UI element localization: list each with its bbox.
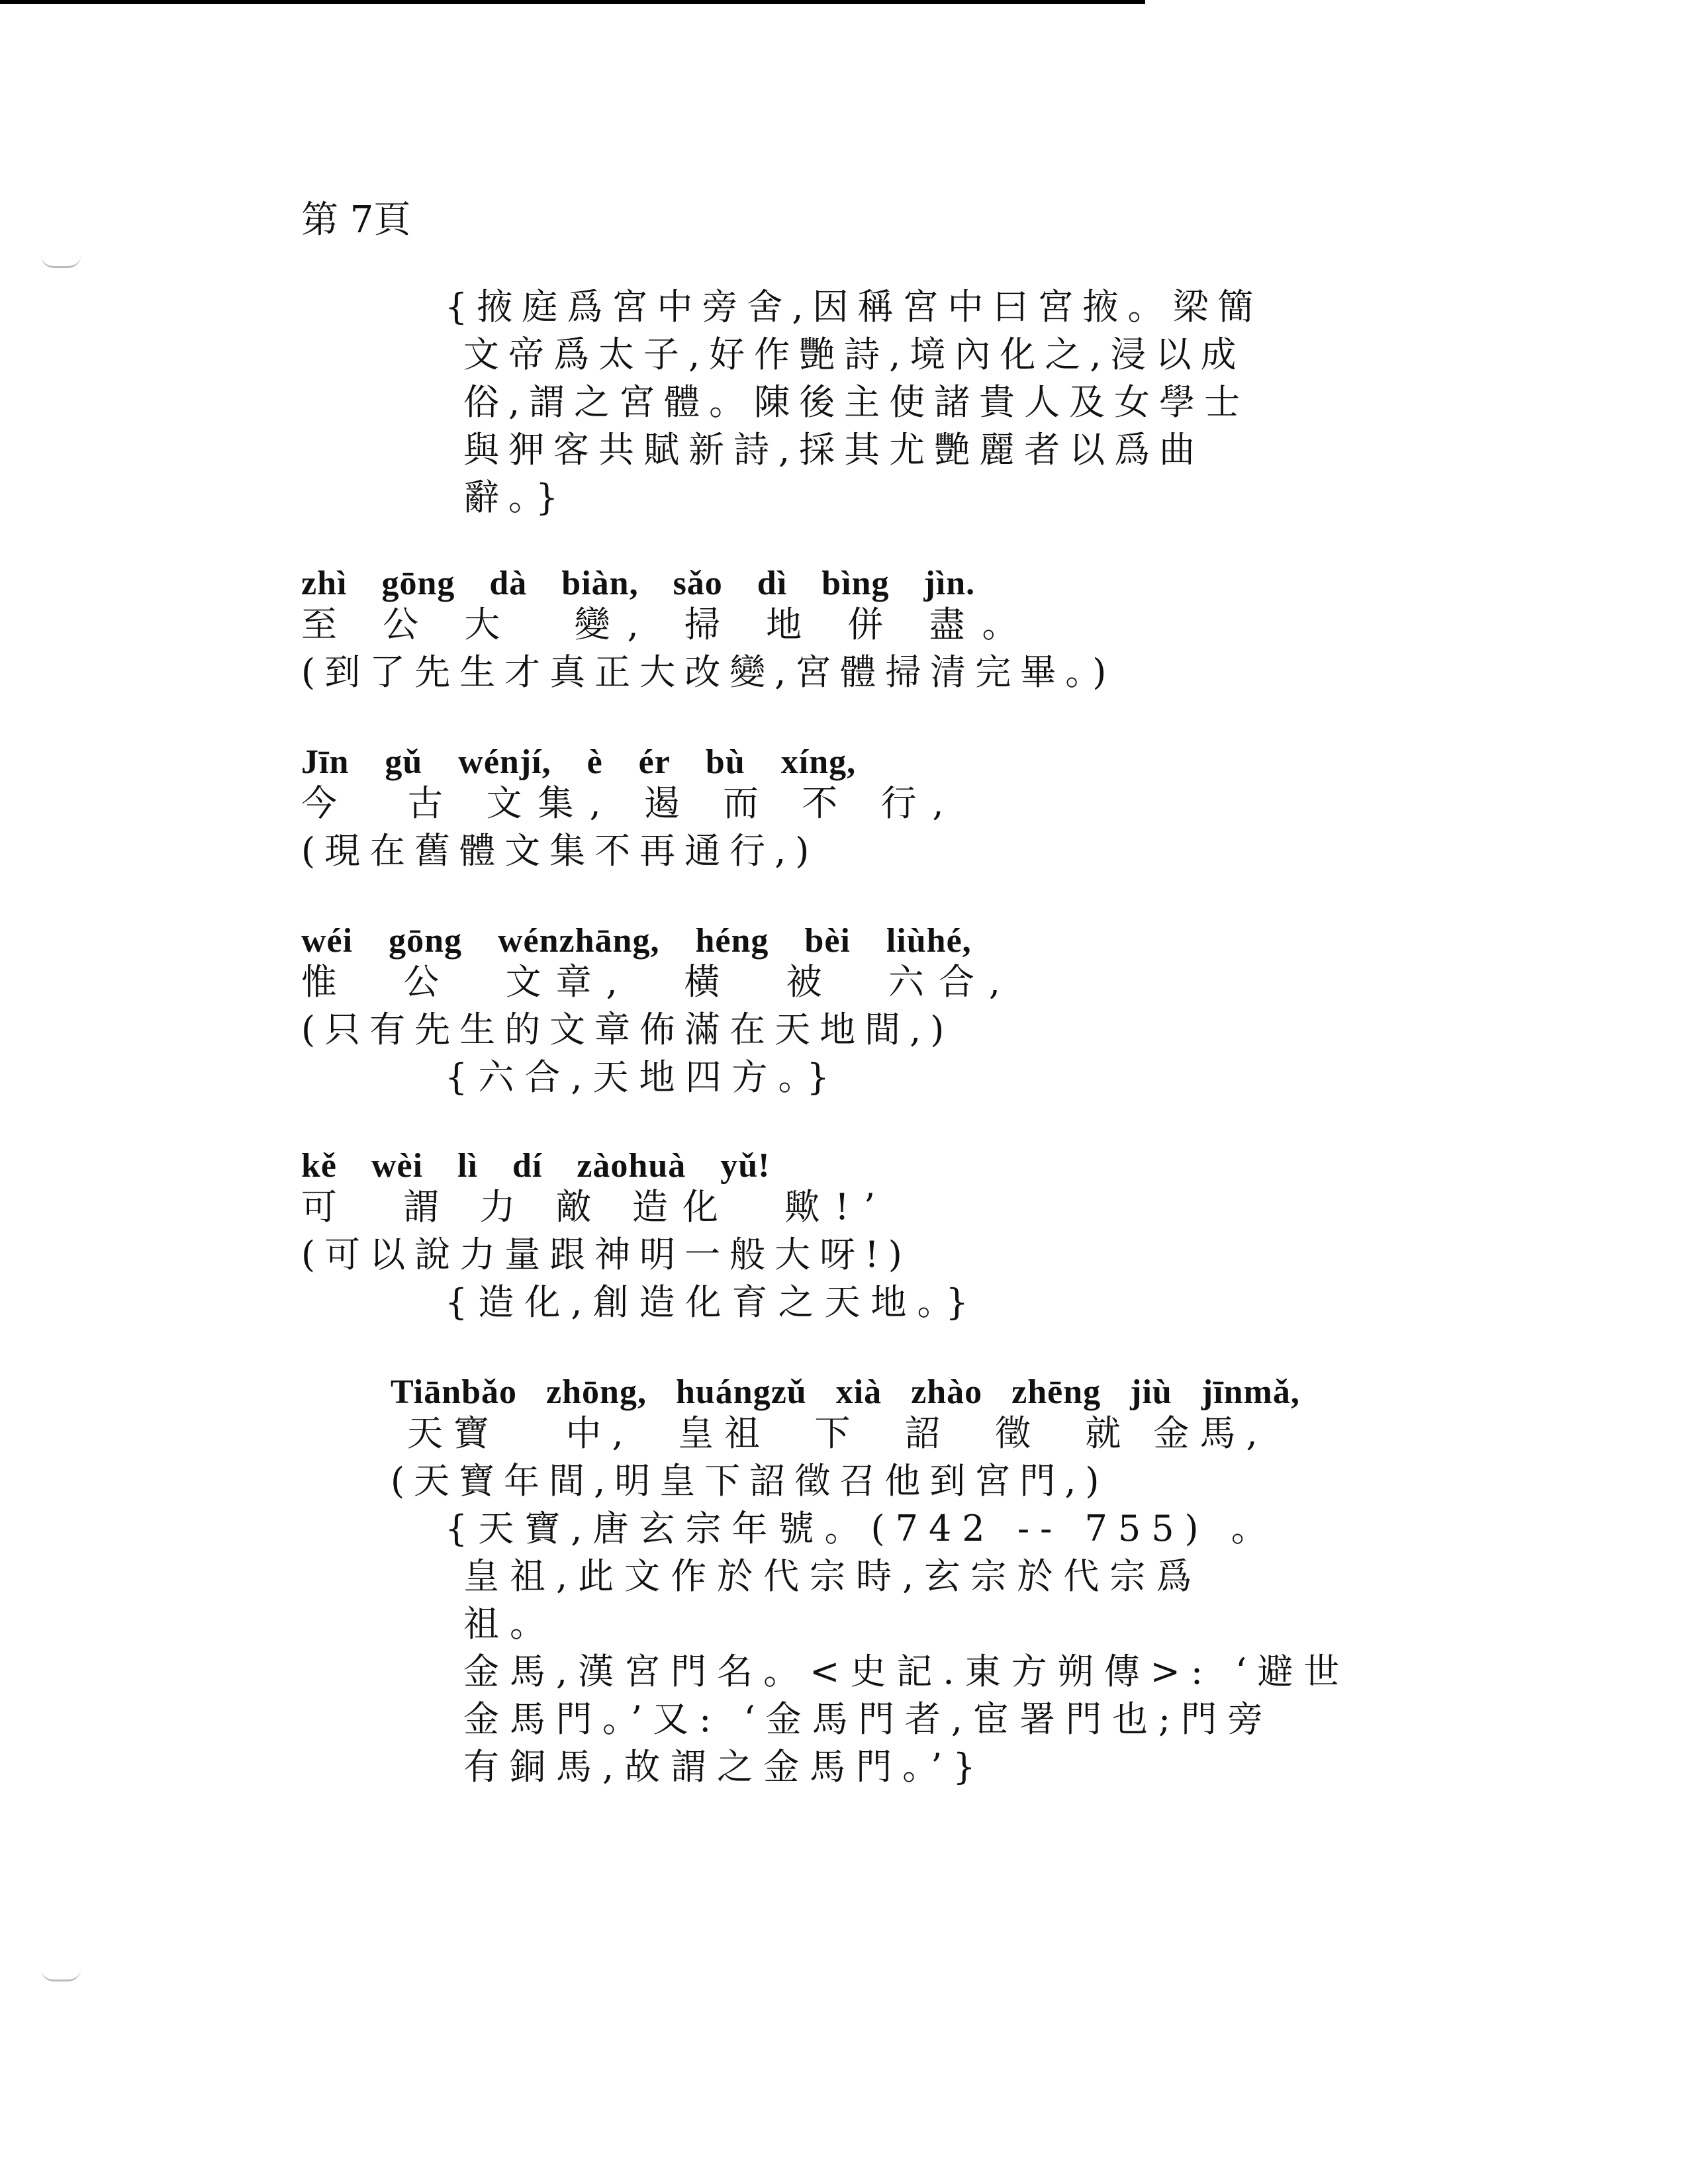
translation-line: (現在舊體文集不再通行,) (301, 830, 819, 872)
binder-hole-mark (41, 1969, 81, 1981)
annotation-line: {六合,天地四方。} (445, 1056, 840, 1098)
binder-hole-mark (41, 255, 81, 268)
page-number: 第 7頁 (301, 199, 411, 242)
translation-line: (只有先生的文章佈滿在天地間,) (301, 1009, 954, 1050)
intro-note-line: 俗,謂之宮體。陳後主使諸貴人及女學士 (463, 381, 1250, 423)
chinese-line: 天寶 中, 皇祖 下 詔 徵 就 金馬, (407, 1412, 1268, 1454)
pinyin-line: wéi gōng wénzhāng, héng bèi liùhé, (301, 922, 972, 960)
pinyin-line: zhì gōng dà biàn, sǎo dì bìng jìn. (301, 565, 976, 602)
chinese-line: 惟 公 文章, 橫 被 六合, (301, 961, 1015, 1003)
chinese-line: 今 古 文集, 遏 而 不 行, (301, 782, 960, 824)
annotation-line: 祖。 (463, 1603, 556, 1645)
translation-line: (到了先生才真正大改變,宮體掃清完畢。) (301, 651, 1116, 693)
annotation-line: {造化,創造化育之天地。} (445, 1281, 979, 1323)
annotation-line: 金馬門。’又: ‘金馬門者,宦署門也;門旁 (463, 1698, 1274, 1740)
intro-note-line: {掖庭爲宮中旁舍,因稱宮中曰宮掖。梁簡 (445, 286, 1263, 328)
translation-line: (可以說力量跟神明一般大呀!) (301, 1234, 912, 1275)
pinyin-line: Jīn gǔ wénjí, è ér bù xíng, (301, 743, 857, 781)
pinyin-line: Tiānbǎo zhōng, huángzǔ xià zhào zhēng jiù jīnmǎ, (391, 1373, 1300, 1411)
annotation-line: 皇祖,此文作於代宗時,玄宗於代宗爲 (463, 1555, 1203, 1597)
chinese-line: 至 公 大 變, 掃 地 併 盡。 (301, 604, 1035, 645)
scan-edge-shadow (0, 0, 1145, 4)
translation-line: (天寶年間,明皇下詔徵召他到宮門,) (391, 1460, 1109, 1502)
intro-note-line: 辭。} (463, 477, 568, 518)
intro-note-line: 文帝爲太子,好作艷詩,境內化之,浸以成 (463, 334, 1246, 375)
annotation-line: 金馬,漢宮門名。<史記.東方朔傳>: ‘避世 (463, 1651, 1350, 1692)
annotation-line: 有銅馬,故謂之金馬門。’} (463, 1746, 986, 1788)
chinese-line: 可 謂 力 敵 造化 歟!’ (301, 1186, 890, 1228)
intro-note-line: 與狎客共賦新詩,採其尤艷麗者以爲曲 (463, 429, 1205, 471)
annotation-line: {天寶,唐玄宗年號。(742 -- 755) 。 (445, 1508, 1278, 1549)
pinyin-line: kě wèi lì dí zàohuà yǔ! (301, 1147, 771, 1185)
